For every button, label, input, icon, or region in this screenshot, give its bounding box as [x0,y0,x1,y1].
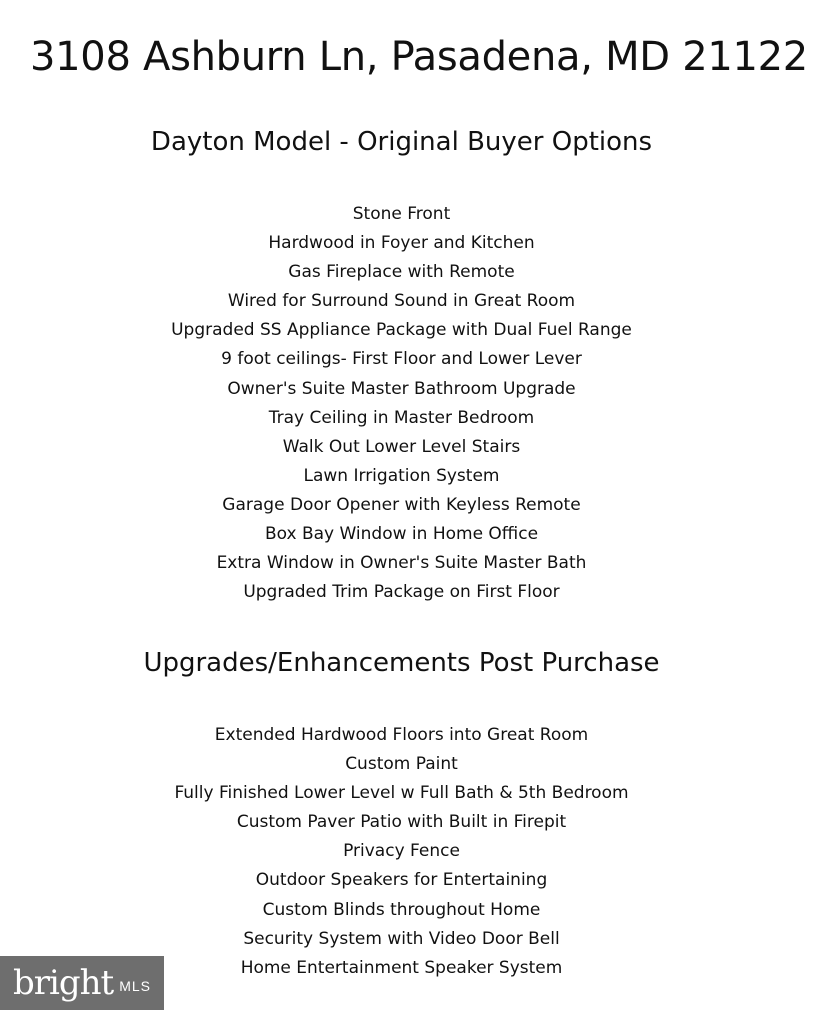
section-heading-post-purchase: Upgrades/Enhancements Post Purchase [143,648,660,678]
watermark-suffix: MLS [119,978,151,994]
list-item: Custom Blinds throughout Home [262,899,541,920]
list-item: 9 foot ceilings- First Floor and Lower Lever [221,349,582,370]
list-item: Security System with Video Door Bell [243,928,560,949]
watermark-brand: bright [12,963,114,1003]
post-purchase-upgrades-list [0,721,803,983]
list-item: Custom Paint [345,754,458,775]
list-item: Upgraded Trim Package on First Floor [243,582,560,603]
list-item: Tray Ceiling in Master Bedroom [268,407,535,428]
list-item: Privacy Fence [343,841,460,862]
property-address: 3108 Ashburn Ln, Pasadena, MD 21122 [30,34,808,80]
original-options-list [0,200,803,607]
list-item: Upgraded SS Appliance Package with Dual Fuel Range [171,320,632,341]
list-item: Owner's Suite Master Bathroom Upgrade [227,378,576,399]
list-item: Stone Front [352,204,451,224]
list-item: Box Bay Window in Home Office [264,524,539,545]
list-item: Wired for Surround Sound in Great Room [227,291,576,312]
section-heading-original-options: Dayton Model - Original Buyer Options [150,127,653,157]
list-item: Extra Window in Owner's Suite Master Bath [216,553,587,574]
list-item: Lawn Irrigation System [303,465,500,486]
list-item: Extended Hardwood Floors into Great Room [214,725,589,745]
list-item: Custom Paver Patio with Built in Firepit [236,812,567,833]
list-item: Garage Door Opener with Keyless Remote [222,494,581,515]
list-item: Walk Out Lower Level Stairs [282,436,521,457]
list-item: Outdoor Speakers for Entertaining [255,870,548,891]
list-item: Hardwood in Foyer and Kitchen [268,233,535,254]
list-item: Fully Finished Lower Level w Full Bath & 5th Bedroom [174,783,629,804]
list-item: Home Entertainment Speaker System [240,957,563,978]
list-item: Gas Fireplace with Remote [288,262,515,283]
bright-mls-watermark [0,956,164,1010]
